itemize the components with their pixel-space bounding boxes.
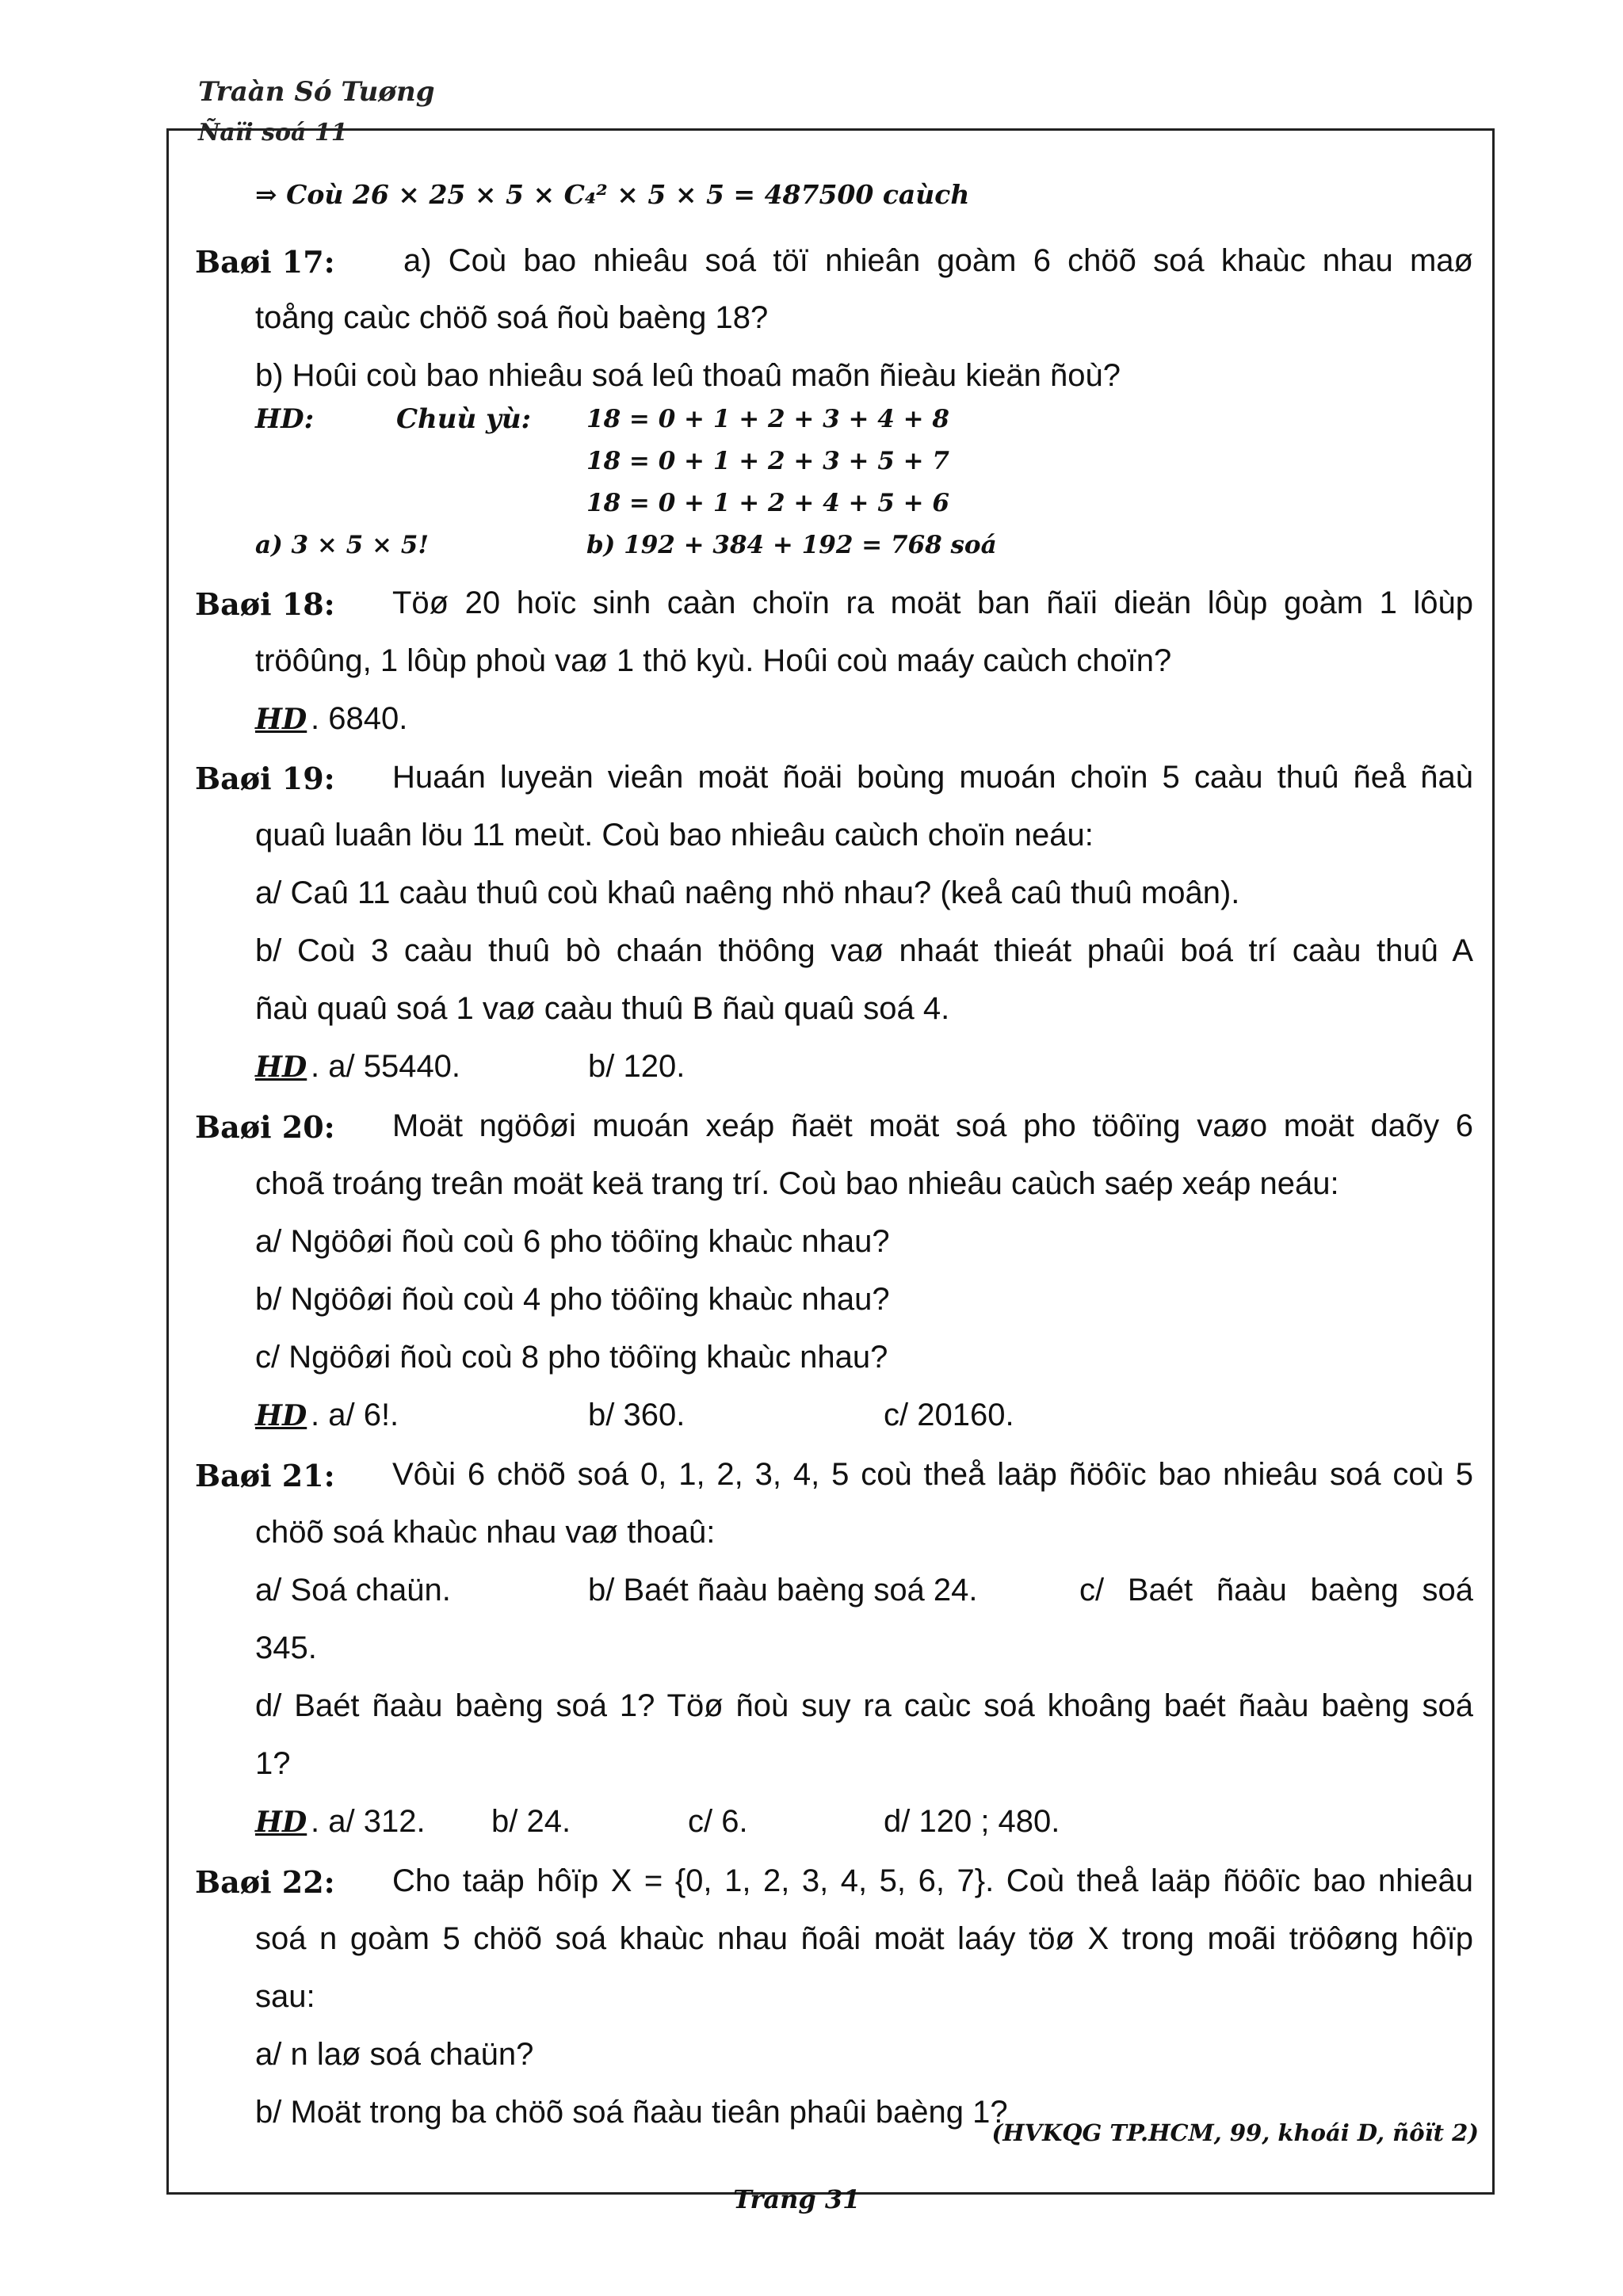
- problem-19-answer-b: b/ 120.: [588, 1049, 685, 1084]
- problem-17-answer-b: b) 192 + 384 + 192 = 768 soá: [586, 531, 997, 559]
- problem-22-line-3: sau:: [255, 1979, 315, 2014]
- problem-18-line-1: Töø 20 hoïc sinh caàn choïn ra moät ban ñaïi dieän lôùp goàm 1 lôùp: [392, 585, 1473, 620]
- problem-21-line-1: Vôùi 6 chöõ soá 0, 1, 2, 3, 4, 5 coù theå laäp ñöôïc bao nhieâu soá coù 5: [392, 1457, 1473, 1492]
- top-formula: ⇒ Coù 26 × 25 × 5 × C₄² × 5 × 5 = 487500 caùch: [255, 179, 970, 210]
- problem-19-answer-a: . a/ 55440.: [311, 1049, 461, 1084]
- problem-19-label: Baøi 19:: [195, 761, 335, 796]
- problem-20-line-2: choã troáng treân moät keä trang trí. Coù bao nhieâu caùch saép xeáp neáu:: [255, 1166, 1339, 1201]
- problem-21-label: Baøi 21:: [195, 1458, 335, 1493]
- problem-20-line-4: b/ Ngöôøi ñoù coù 4 pho töôïng khaùc nhau?: [255, 1282, 890, 1317]
- problem-21-option-d: d/ Baét ñaàu baèng soá 1? Töø ñoù suy ra caùc soá khoâng baét ñaàu baèng soá: [255, 1688, 1473, 1723]
- problem-20-label: Baøi 20:: [195, 1109, 335, 1145]
- problem-22-line-2: soá n goàm 5 chöõ soá khaùc nhau ñoâi moät laáy töø X trong moãi tröôøng hôïp: [255, 1921, 1473, 1956]
- problem-22-line-4: a/ n laø soá chaün?: [255, 2037, 534, 2072]
- problem-19-line-3: a/ Caû 11 caàu thuû coù khaû naêng nhö nhau? (keå caû thuû moân).: [255, 875, 1240, 910]
- problem-17-answer-a: a) 3 × 5 × 5!: [255, 531, 429, 559]
- problem-20-line-5: c/ Ngöôøi ñoù coù 8 pho töôïng khaùc nhau?: [255, 1340, 888, 1375]
- problem-19-line-4: b/ Coù 3 caàu thuû bò chaán thöông vaø nhaát thieát phaûi boá trí caàu thuû A: [255, 933, 1473, 968]
- problem-17-line-2: toång caùc chöõ soá ñoù baèng 18?: [255, 300, 769, 335]
- problem-20-answer-c: c/ 20160.: [884, 1398, 1014, 1432]
- problem-22-line-5: b/ Moät trong ba chöõ soá ñaàu tieân phaûi baèng 1?: [255, 2095, 1008, 2130]
- problem-19-line-1: Huaán luyeän vieân moät ñoäi boùng muoán choïn 5 caàu thuû ñeå ñaù: [392, 760, 1473, 795]
- problem-22-line-1: Cho taäp hôïp X = {0, 1, 2, 3, 4, 5, 6, 7}. Coù theå laäp ñöôïc bao nhieâu: [392, 1863, 1473, 1898]
- problem-18-label: Baøi 18:: [195, 586, 335, 622]
- problem-21-answer-b: b/ 24.: [491, 1804, 571, 1839]
- problem-17-line-3: b) Hoûi coù bao nhieâu soá leû thoaû maõn ñieàu kieän ñoù?: [255, 358, 1121, 393]
- problem-21-option-a: a/ Soá chaün.: [255, 1573, 451, 1608]
- problem-19-line-5: ñaù quaû soá 1 vaø caàu thuû B ñaù quaû soá 4.: [255, 991, 950, 1026]
- problem-20-hd: HD: [255, 1399, 307, 1432]
- problem-21-option-c-cont: 345.: [255, 1630, 317, 1665]
- problem-17-line-1: a) Coù bao nhieâu soá töï nhieân goàm 6 chöõ soá khaùc nhau maø: [403, 243, 1473, 278]
- problem-18-hd: HD: [255, 703, 307, 736]
- header-author: Traàn Só Tuøng: [198, 76, 435, 108]
- problem-19-hd: HD: [255, 1051, 307, 1084]
- problem-source: (HVKQG TP.HCM, 99, khoái D, ñôït 2): [991, 2119, 1479, 2146]
- problem-17-note-1: 18 = 0 + 1 + 2 + 3 + 4 + 8: [586, 405, 949, 433]
- problem-20-line-3: a/ Ngöôøi ñoù coù 6 pho töôïng khaùc nhau?: [255, 1224, 890, 1259]
- problem-21-option-c: c/ Baét ñaàu baèng soá: [1079, 1573, 1473, 1608]
- problem-20-line-1: Moät ngöôøi muoán xeáp ñaët moät soá pho töôïng vaøo moät daõy 6: [392, 1108, 1473, 1143]
- problem-18-line-2: tröôûng, 1 lôùp phoù vaø 1 thö kyù. Hoûi coù maáy caùch choïn?: [255, 643, 1172, 678]
- problem-18-answer: . 6840.: [311, 701, 408, 736]
- problem-21-line-2: chöõ soá khaùc nhau vaø thoaû:: [255, 1515, 716, 1550]
- problem-17-hd: HD:: [255, 403, 315, 435]
- header-subject: Ñaïi soá 11: [198, 119, 348, 147]
- problem-21-option-b: b/ Baét ñaàu baèng soá 24.: [588, 1573, 978, 1608]
- problem-17-note-2: 18 = 0 + 1 + 2 + 3 + 5 + 7: [586, 447, 949, 475]
- problem-20-answer-b: b/ 360.: [588, 1398, 685, 1432]
- problem-22-label: Baøi 22:: [195, 1864, 335, 1900]
- problem-17-note-3: 18 = 0 + 1 + 2 + 4 + 5 + 6: [586, 489, 949, 517]
- problem-21-answer-d: d/ 120 ; 480.: [884, 1804, 1060, 1839]
- problem-21-hd: HD: [255, 1806, 307, 1839]
- problem-21-option-d-cont: 1?: [255, 1746, 291, 1781]
- problem-17-label: Baøi 17:: [195, 244, 335, 280]
- problem-21-answer-c: c/ 6.: [688, 1804, 748, 1839]
- problem-17-note-label: Chuù yù:: [396, 403, 532, 435]
- page-number: Trang 31: [733, 2184, 861, 2214]
- problem-20-answer-a: . a/ 6!.: [311, 1398, 399, 1432]
- problem-21-answer-a: . a/ 312.: [311, 1804, 426, 1839]
- problem-19-line-2: quaû luaân löu 11 meùt. Coù bao nhieâu caùch choïn neáu:: [255, 818, 1094, 852]
